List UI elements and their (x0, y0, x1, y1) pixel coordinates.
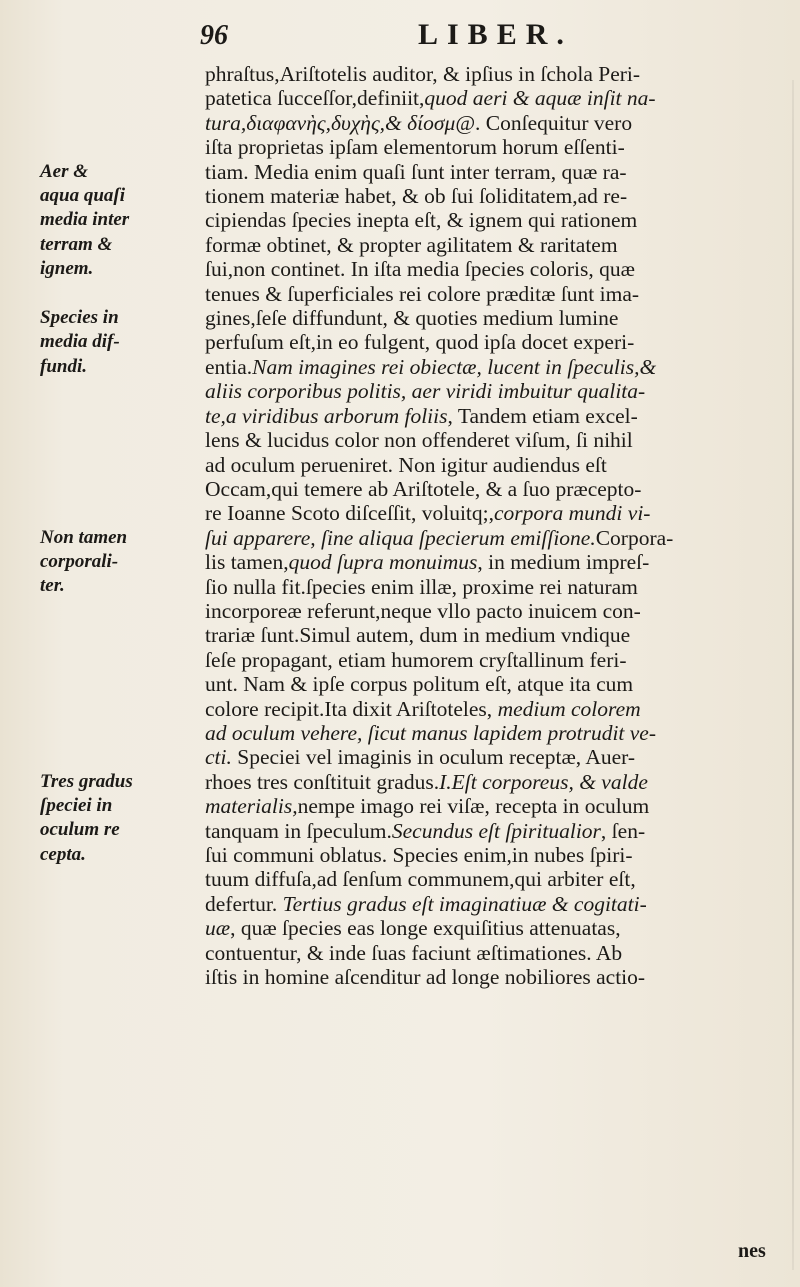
text-line (205, 428, 790, 452)
text-line (205, 575, 790, 599)
text-segment: colore recipit.Ita dixit Ariſtoteles, (205, 696, 498, 721)
margin-note-line: Aer & (40, 160, 89, 182)
text-segment: , ſen- (600, 818, 646, 843)
italic-text-segment: medium colorem (497, 696, 641, 721)
text-segment: re Ioanne Scoto diſceſſit, voluitq;, (205, 501, 494, 526)
margin-note-line: aqua quaſi (40, 185, 125, 206)
text-line (205, 672, 790, 696)
text-segment: , quæ ſpecies eas longe exquiſitius attenuatas, (230, 916, 621, 941)
margin-note-line: terram & (40, 233, 113, 255)
page-number: 96 (200, 20, 228, 51)
text-segment: tiam. Media enim quaſi ſunt inter terram, quæ ra- (205, 159, 627, 184)
text-segment: . Conſequitur vero (475, 110, 633, 135)
text-segment: ſeſe propagant, etiam humorem cryſtallinum feri- (205, 647, 627, 672)
text-line (205, 721, 790, 745)
italic-text-segment: Tertius gradus eſt imaginatiuæ & cogitati- (282, 891, 647, 916)
italic-text-segment: ad oculum vehere, ſicut manus lapidem protrudit ve- (205, 720, 657, 745)
text-segment: tanquam in ſpeculum. (205, 818, 392, 843)
text-line (205, 526, 790, 550)
italic-text-segment: quod ſupra monuimus (288, 550, 478, 575)
margin-note-line: ignem. (40, 258, 94, 280)
text-segment: tuum diffuſa,ad ſenſum communem,qui arbiter eſt, (205, 867, 636, 892)
italic-text-segment: corpora mundi vi- (494, 501, 651, 526)
text-segment: incorporeæ referunt,neque vllo pacto inuicem con- (205, 598, 641, 623)
text-line (205, 160, 790, 184)
text-segment: gines,ſeſe diffundunt, & quoties medium lumine (205, 306, 619, 331)
text-line (205, 697, 790, 721)
text-segment: , Tandem etiam excel- (447, 403, 638, 428)
text-segment: trariæ ſunt.Simul autem, dum in medium vndique (205, 623, 631, 648)
text-segment: iſta proprietas ipſam elementorum horum eſſenti- (205, 135, 625, 160)
text-segment: cipiendas ſpecies inepta eſt, & ignem qui rationem (205, 208, 638, 233)
text-segment: phraſtus,Ariſtotelis auditor, & ipſius in ſchola Peri- (205, 62, 641, 86)
italic-text-segment: I.Eſt corporeus, & valde (439, 769, 648, 794)
running-head: LIBER. (418, 18, 573, 51)
text-line (205, 208, 790, 232)
text-line (205, 892, 790, 916)
margin-note (40, 306, 200, 379)
text-line (205, 843, 790, 867)
margin-note (40, 770, 200, 868)
margin-note-line: fundi. (40, 355, 87, 377)
italic-text-segment: quod aeri & aquæ inſit na- (424, 86, 656, 111)
text-line (205, 184, 790, 208)
margin-note (40, 526, 200, 599)
text-line (205, 599, 790, 623)
text-line (205, 941, 790, 965)
text-segment: formæ obtinet, & propter agilitatem & raritatem (205, 232, 618, 257)
main-text-block (205, 62, 790, 989)
text-segment: Speciei vel imaginis in oculum receptæ, Auer- (231, 745, 636, 770)
text-line (205, 453, 790, 477)
text-segment: iſtis in homine aſcenditur ad longe nobiliores actio- (205, 965, 646, 990)
text-segment: , in medium impreſ- (477, 550, 650, 575)
text-segment: entia. (205, 354, 253, 379)
text-line (205, 330, 790, 354)
margin-note-line: Tres gradus (40, 770, 133, 792)
text-line (205, 62, 790, 86)
text-line (205, 648, 790, 672)
text-segment: lis tamen, (205, 550, 289, 575)
text-line (205, 745, 790, 769)
text-segment: contuentur, & inde ſuas faciunt æſtimationes. Ab (205, 940, 623, 965)
italic-text-segment: tura,διαφανὴς,δυχὴς,& δίοσμ@ (205, 110, 476, 135)
italic-text-segment: Nam imagines rei obiectæ, lucent in ſpeculis,& (252, 354, 657, 379)
text-segment: defertur. (205, 891, 283, 916)
text-line (205, 306, 790, 330)
margin-note-line: media dif- (40, 331, 120, 353)
text-segment: rhoes tres conſtituit gradus. (205, 769, 440, 794)
text-line (205, 355, 790, 379)
margin-note-line: Non tamen (40, 526, 128, 548)
text-line (205, 86, 790, 110)
margin-note-line: oculum re (40, 819, 120, 841)
page-edge-shadow (792, 80, 794, 1270)
italic-text-segment: uæ (205, 916, 231, 941)
text-segment: Occam,qui temere ab Ariſtotele, & a ſuo præcepto- (205, 476, 642, 501)
text-line (205, 111, 790, 135)
text-segment: tenues & ſuperficiales rei colore præditæ ſunt ima- (205, 281, 640, 306)
text-segment: ſio nulla fit.ſpecies enim illæ, proxime rei naturam (205, 574, 638, 599)
margin-note-line: media inter (40, 209, 130, 231)
margin-note-line: cepta. (40, 843, 86, 865)
text-line (205, 867, 790, 891)
text-line (205, 794, 790, 818)
text-line (205, 770, 790, 794)
text-segment: patetica ſucceſſor,definiit, (205, 86, 425, 111)
text-segment: ad oculum perueniret. Non igitur audiendus eſt (205, 452, 607, 477)
text-line (205, 282, 790, 306)
text-line (205, 233, 790, 257)
text-segment: lens & lucidus color non offenderet viſum, ſi nihil (205, 428, 633, 453)
text-line (205, 623, 790, 647)
margin-note (40, 160, 200, 282)
text-segment: unt. Nam & ipſe corpus politum eſt, atque ita cum (205, 672, 634, 697)
text-line (205, 257, 790, 281)
italic-text-segment: ſui apparere, ſine aliqua ſpecierum emiſſione. (205, 525, 596, 550)
text-line (205, 916, 790, 940)
text-line (205, 550, 790, 574)
italic-text-segment: cti. (205, 745, 232, 770)
italic-text-segment: materialis, (205, 794, 298, 819)
text-segment: ſui communi oblatus. Species enim,in nubes ſpiri- (205, 843, 633, 867)
margin-note-line: Species in (40, 307, 119, 328)
text-line (205, 501, 790, 525)
text-segment: perfuſum eſt,in eo fulgent, quod ipſa docet experi- (205, 330, 635, 355)
text-line (205, 965, 790, 989)
italic-text-segment: aliis corporibus politis, aer viridi imbuitur qualita- (205, 379, 646, 404)
page-header (0, 14, 800, 54)
text-line (205, 379, 790, 403)
text-line (205, 819, 790, 843)
text-segment: tionem materiæ habet, & ob ſui ſoliditatem,ad re- (205, 184, 628, 209)
text-segment: ſui,non continet. In iſta media ſpecies coloris, quæ (205, 257, 635, 282)
margin-note-line: ſpeciei in (40, 795, 113, 816)
margin-note-line: ter. (40, 575, 65, 597)
italic-text-segment: te,a viridibus arborum foliis (205, 403, 448, 428)
text-segment: Corpora- (595, 525, 674, 550)
margin-note-line: corporali- (40, 551, 119, 572)
text-segment: nempe imago rei viſæ, recepta in oculum (297, 794, 650, 819)
text-line (205, 477, 790, 501)
text-line (205, 404, 790, 428)
text-line (205, 135, 790, 159)
catchword: nes (738, 1240, 766, 1262)
italic-text-segment: Secundus eſt ſpiritualior (391, 818, 601, 843)
